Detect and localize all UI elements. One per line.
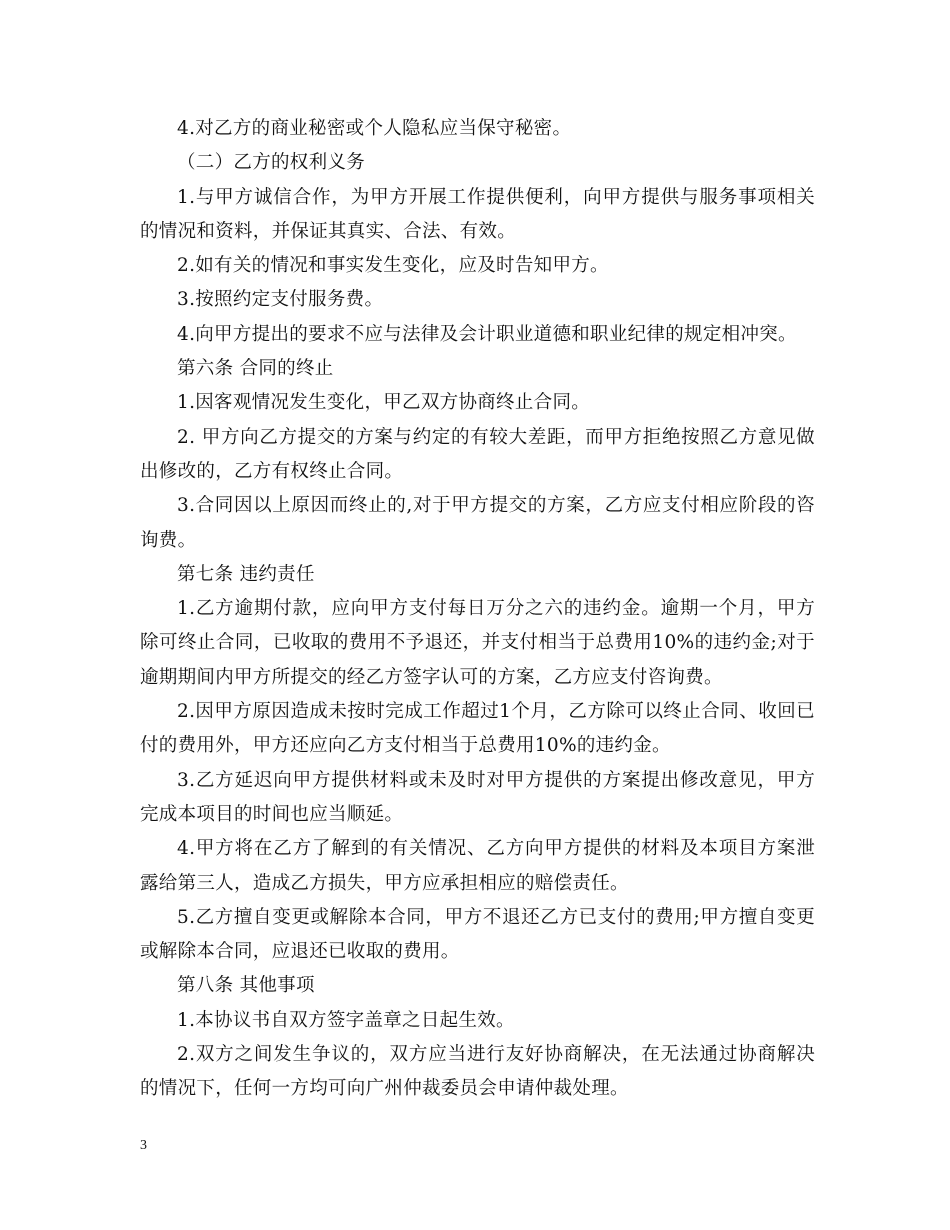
section-heading: 第七条 违约责任: [177, 563, 315, 585]
section-heading: （二）乙方的权利义务: [177, 152, 366, 174]
paragraph: 4.向甲方提出的要求不应与法律及会计职业道德和职业纪律的规定相冲突。: [177, 323, 797, 345]
paragraph: 3.按照约定支付服务费。: [177, 289, 384, 311]
paragraph: 3.乙方延迟向甲方提供材料或未及时对甲方提供的方案提出修改意见，甲方完成本项目的时间也应当顺延。: [140, 769, 815, 825]
page-number: 3: [140, 1138, 147, 1153]
paragraph: 3.合同因以上原因而终止的,对于甲方提交的方案，乙方应支付相应阶段的咨询费。: [140, 495, 815, 551]
paragraph: 1.与甲方诚信合作，为甲方开展工作提供便利，向甲方提供与服务事项相关的情况和资料，并保证其真实、合法、有效。: [140, 186, 815, 242]
section-heading: 第八条 其他事项: [177, 975, 315, 997]
paragraph: 1.乙方逾期付款，应向甲方支付每日万分之六的违约金。逾期一个月，甲方除可终止合同，已收取的费用不予退还，并支付相当于总费用10%的违约金;对于逾期期间内甲方所提交的经乙方签字认可的方案，乙方应支付咨询费。: [140, 598, 815, 688]
document-body: [140, 112, 815, 1107]
paragraph: 5.乙方擅自变更或解除本合同，甲方不退还乙方已支付的费用;甲方擅自变更或解除本合同，应退还已收取的费用。: [140, 906, 815, 963]
paragraph: 1.因客观情况发生变化，甲乙双方协商终止合同。: [177, 392, 591, 414]
paragraph: 4.甲方将在乙方了解到的有关情况、乙方向甲方提供的材料及本项目方案泄露给第三人，造成乙方损失，甲方应承担相应的赔偿责任。: [140, 838, 815, 894]
paragraph: 2.因甲方原因造成未按时完成工作超过1个月，乙方除可以终止合同、收回已付的费用外，甲方还应向乙方支付相当于总费用10%的违约金。: [140, 701, 815, 757]
paragraph: 4.对乙方的商业秘密或个人隐私应当保守秘密。: [177, 118, 572, 139]
paragraph: 2.双方之间发生争议的，双方应当进行友好协商解决，在无法通过协商解决的情况下，任何一方均可向广州仲裁委员会申请仲裁处理。: [140, 1044, 815, 1100]
paragraph: 2.如有关的情况和事实发生变化，应及时告知甲方。: [177, 255, 609, 277]
paragraph: 2. 甲方向乙方提交的方案与约定的有较大差距，而甲方拒绝按照乙方意见做出修改的，乙方有权终止合同。: [140, 426, 815, 482]
section-heading: 第六条 合同的终止: [177, 358, 334, 380]
paragraph: 1.本协议书自双方签字盖章之日起生效。: [177, 1009, 515, 1031]
